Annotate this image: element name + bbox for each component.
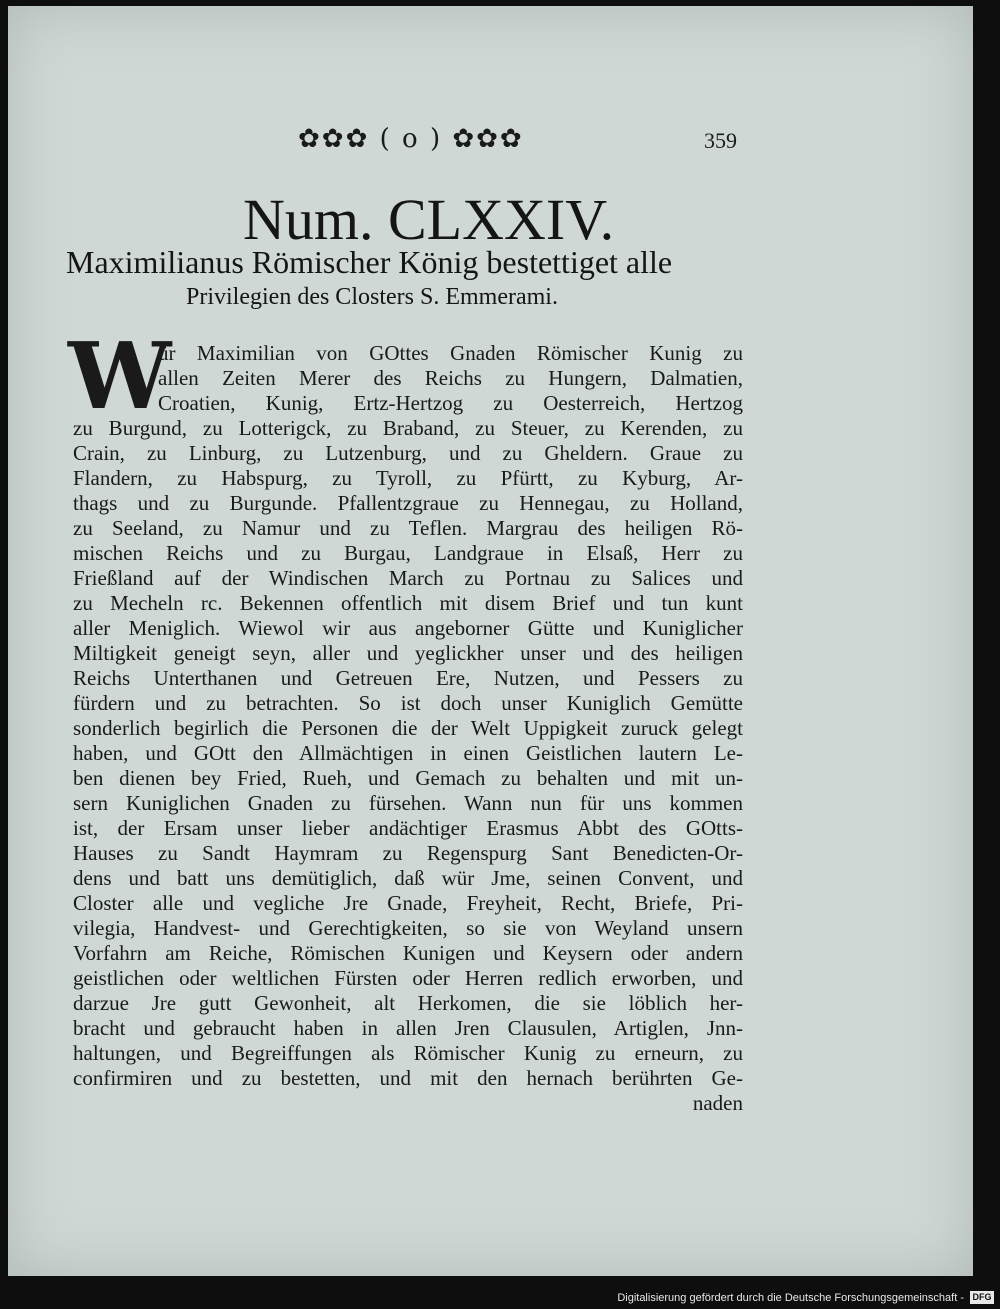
body-line: ist, der Ersam unser lieber andächtiger Erasmus Abbt des GOtts- — [73, 816, 743, 840]
scanned-page — [8, 6, 973, 1276]
body-line: fürdern und zu betrachten. So ist doch unser Kuniglich Gemütte — [73, 691, 743, 715]
catchword: naden — [692, 1091, 743, 1115]
header-ornament: ✿✿✿ ( o ) ✿✿✿ — [298, 124, 524, 154]
body-line: haben, und GOtt den Allmächtigen in einen Geistlichen lautern Le- — [73, 741, 743, 765]
body-line: aller Meniglich. Wiewol wir aus angeborner Gütte und Kuniglicher — [73, 616, 743, 640]
body-line: mischen Reichs und zu Burgau, Landgraue in Elsaß, Herr zu — [73, 541, 743, 565]
body-line: zu Seeland, zu Namur und zu Teflen. Margrau des heiligen Rö- — [73, 516, 743, 540]
body-line: Reichs Unterthanen und Getreuen Ere, Nutzen, und Pessers zu — [73, 666, 743, 690]
body-line: Flandern, zu Habspurg, zu Tyroll, zu Pfürtt, zu Kyburg, Ar- — [73, 466, 743, 490]
page-number: 359 — [704, 128, 737, 153]
body-line: ben dienen bey Fried, Rueh, und Gemach zu behalten und mit un- — [73, 766, 743, 790]
body-line: Vorfahrn am Reiche, Römischen Kunigen und Keysern oder andern — [73, 941, 743, 965]
document-title-line-2: Privilegien des Closters S. Emmerami. — [186, 284, 558, 310]
body-line: Hauses zu Sandt Haymram zu Regenspurg Sant Benedicten-Or- — [73, 841, 743, 865]
page-header — [8, 124, 973, 164]
body-line: zu Mecheln rc. Bekennen offentlich mit disem Brief und tun kunt — [73, 591, 743, 615]
body-line: allen Zeiten Merer des Reichs zu Hungern, Dalmatien, — [158, 366, 743, 390]
dfg-logo: DFG — [970, 1291, 994, 1304]
body-line: ür Maximilian von GOttes Gnaden Römischer Kunig zu — [158, 341, 743, 365]
body-line: sonderlich begirlich die Personen die der Welt Uppigkeit zuruck gelegt — [73, 716, 743, 740]
body-line: Closter alle und vegliche Jre Gnade, Freyheit, Recht, Briefe, Pri- — [73, 891, 743, 915]
body-line: confirmiren und zu bestetten, und mit den hernach berührten Ge- — [73, 1066, 743, 1090]
body-line: bracht und gebraucht haben in allen Jren Clausulen, Artiglen, Jnn- — [73, 1016, 743, 1040]
body-line: sern Kuniglichen Gnaden zu fürsehen. Wann nun für uns kommen — [73, 791, 743, 815]
body-line: Croatien, Kunig, Ertz-Hertzog zu Oesterreich, Hertzog — [158, 391, 743, 415]
funding-notice: Digitalisierung gefördert durch die Deutsche Forschungsgemeinschaft - — [617, 1292, 964, 1304]
decorated-initial: W — [68, 322, 172, 430]
body-line: Miltigkeit geneigt seyn, aller und yeglickher unser und des heiligen — [73, 641, 743, 665]
body-line: zu Burgund, zu Lotterigck, zu Braband, zu Steuer, zu Kerenden, zu — [73, 416, 743, 440]
body-line: geistlichen oder weltlichen Fürsten oder Herren redlich erworben, und — [73, 966, 743, 990]
body-line: thags und zu Burgunde. Pfallentzgraue zu Hennegau, zu Holland, — [73, 491, 743, 515]
body-line: dens und batt uns demütiglich, daß wür Jme, seinen Convent, und — [73, 866, 743, 890]
footer-bar — [0, 1288, 1000, 1309]
body-line: darzue Jre gutt Gewonheit, alt Herkomen, die sie löblich her- — [73, 991, 743, 1015]
body-line: vilegia, Handvest- und Gerechtigkeiten, so sie von Weyland unsern — [73, 916, 743, 940]
document-number: Num. CLXXIV. — [243, 187, 615, 252]
body-line: Frießland auf der Windischen March zu Portnau zu Salices und — [73, 566, 743, 590]
body-line: Crain, zu Linburg, zu Lutzenburg, und zu Gheldern. Graue zu — [73, 441, 743, 465]
document-title-line-1: Maximilianus Römischer König bestettiget alle — [66, 244, 673, 280]
body-line: haltungen, und Begreiffungen als Römischer Kunig zu erneurn, zu — [73, 1041, 743, 1065]
